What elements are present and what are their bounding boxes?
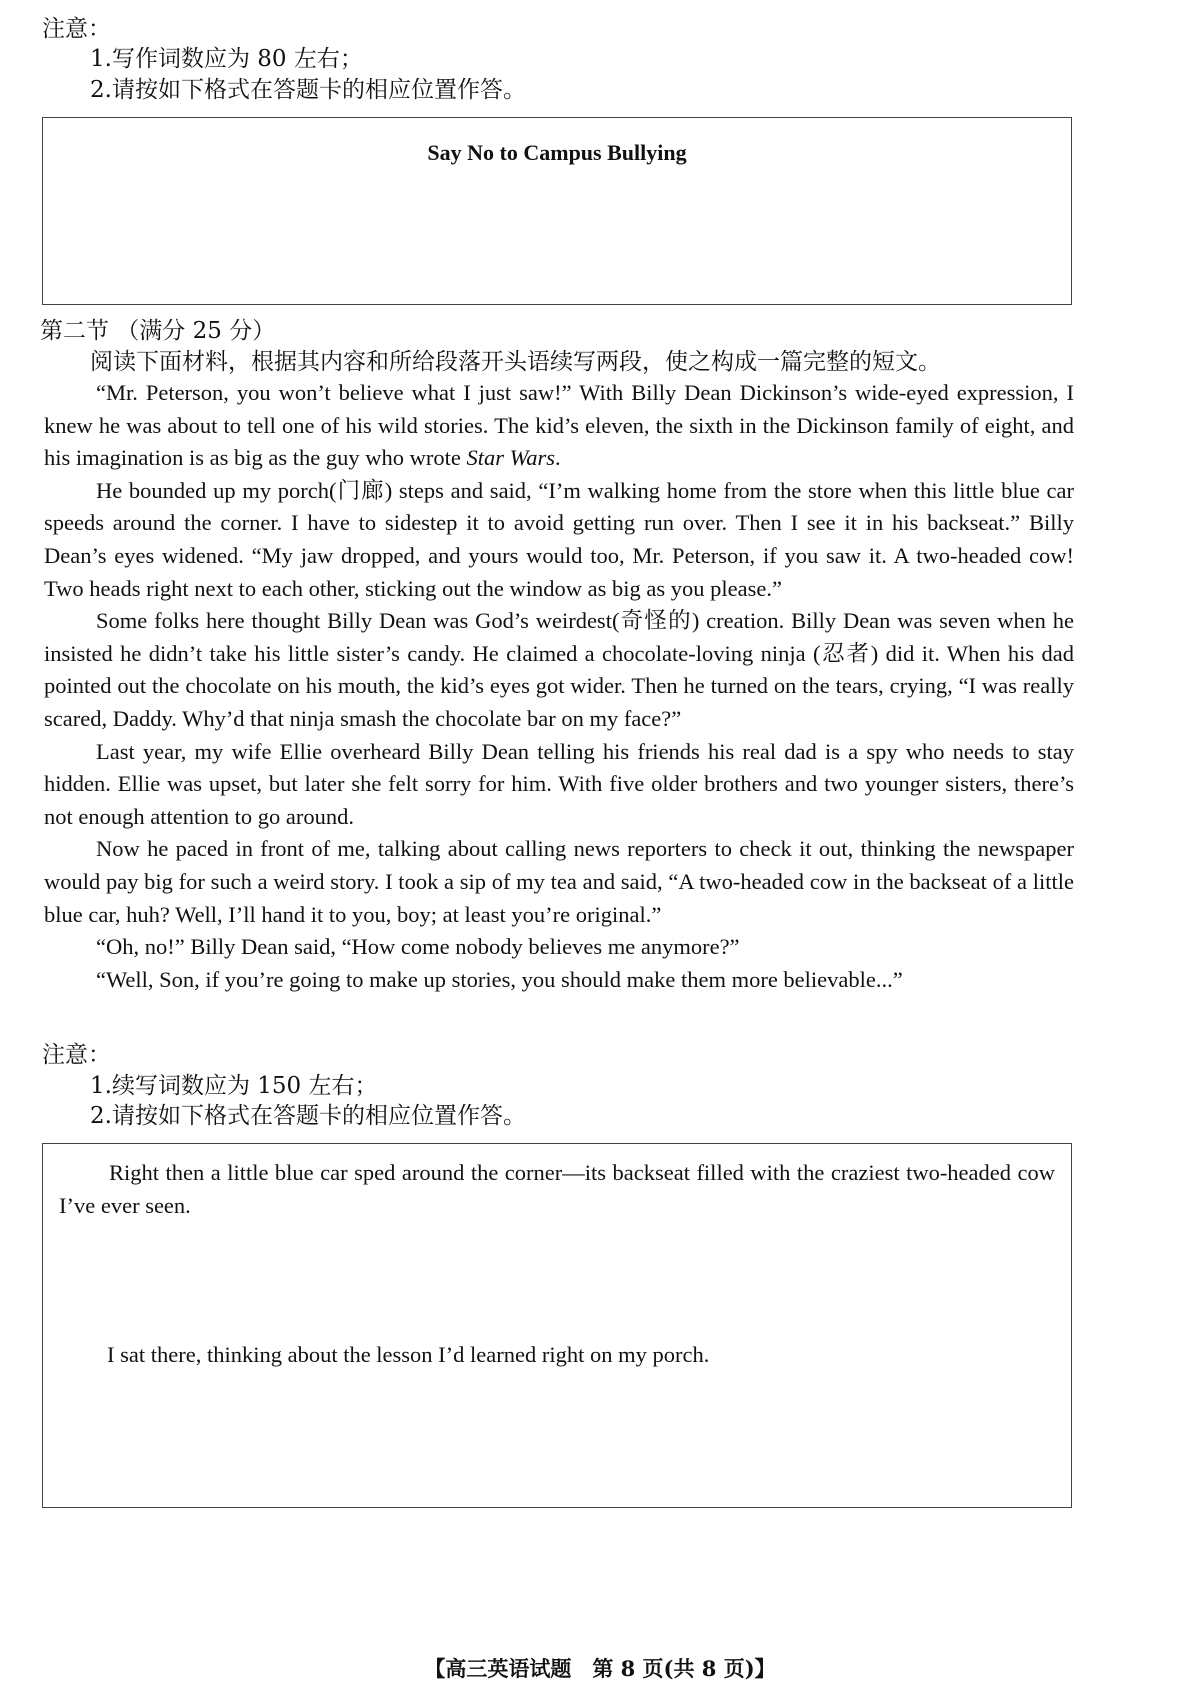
- passage-paragraph-1: “Mr. Peterson, you won’t believe what I just saw!” With Billy Dean Dickinson’s wide-eyed expression, I knew he was about to tell one of his wild stories. The kid’s eleven, the sixth in the Dickinson family of eight, and his imagination is as big as the guy who wrote Star Wars.: [44, 380, 1074, 471]
- notes-heading: 注意：: [42, 16, 111, 42]
- notes-item-word-count-2: 1.续写词数应为 150 左右；: [90, 1073, 378, 1099]
- passage-paragraph-6: “Oh, no!” Billy Dean said, “How come nobody believes me anymore?”: [96, 934, 740, 960]
- passage-paragraph-5: Now he paced in front of me, talking about calling news reporters to check it out, thinking the newspaper would pay big for such a weird story. I took a sip of my tea and said, “A two-headed cow in the backseat of a little blue car, huh? Well, I’ll hand it to you, boy; at least you’re original.”: [44, 836, 1074, 927]
- section-instruction: 阅读下面材料，根据其内容和所给段落开头语续写两段，使之构成一篇完整的短文。: [90, 349, 941, 375]
- passage-paragraph-3: Some folks here thought Billy Dean was God’s weirdest(奇怪的) creation. Billy Dean was seven when he insisted he didn’t take his little sister’s candy. He claimed a chocolate-loving ninja (忍者) did it. When his dad pointed out the chocolate on his mouth, the kid’s eyes got wider. Then he turned on the tears, crying, “I was really scared, Daddy. Why’d that ninja smash the chocolate bar on my face?”: [44, 608, 1074, 731]
- continuation-opening-1: Right then a little blue car sped around the corner—its backseat filled with the craziest two-headed cow I’ve ever seen.: [59, 1160, 1055, 1218]
- writing-box-title: Say No to Campus Bullying: [427, 140, 687, 165]
- notes-heading-2: 注意：: [42, 1042, 111, 1068]
- writing-answer-box: [42, 117, 1072, 305]
- book-title-star-wars: Star Wars: [466, 445, 556, 471]
- notes-item-format-2: 2.请按如下格式在答题卡的相应位置作答。: [90, 1103, 526, 1129]
- passage-paragraph-4: Last year, my wife Ellie overheard Billy Dean telling his friends his real dad is a spy who needs to stay hidden. Ellie was upset, but later she felt sorry for him. With five older brothers and two younger sisters, there’s not enough attention to go around.: [44, 738, 1074, 829]
- reading-passage: [44, 377, 1074, 996]
- passage-paragraph-2: He bounded up my porch(门廊) steps and said, “I’m walking home from the store when this little blue car speeds around the corner. I have to sidestep it to avoid getting run over. Then I see it in his backseat.” Billy Dean’s eyes widened. “My jaw dropped, and yours would too, Mr. Peterson, if you saw it. A two-headed cow! Two heads right next to each other, sticking out the window as big as you please.”: [44, 477, 1074, 601]
- section-heading: 第二节 （满分 25 分）: [40, 318, 276, 344]
- passage-paragraph-7: “Well, Son, if you’re going to make up stories, you should make them more believable...”: [96, 966, 903, 992]
- notes-item-format: 2.请按如下格式在答题卡的相应位置作答。: [90, 77, 526, 103]
- continuation-answer-box: [42, 1143, 1072, 1508]
- continuation-opening-2: I sat there, thinking about the lesson I’d learned right on my porch.: [107, 1342, 710, 1367]
- notes-item-word-count: 1.写作词数应为 80 左右；: [90, 46, 363, 72]
- page-footer: 【高三英语试题 第 8 页(共 8 页)】: [424, 1656, 776, 1681]
